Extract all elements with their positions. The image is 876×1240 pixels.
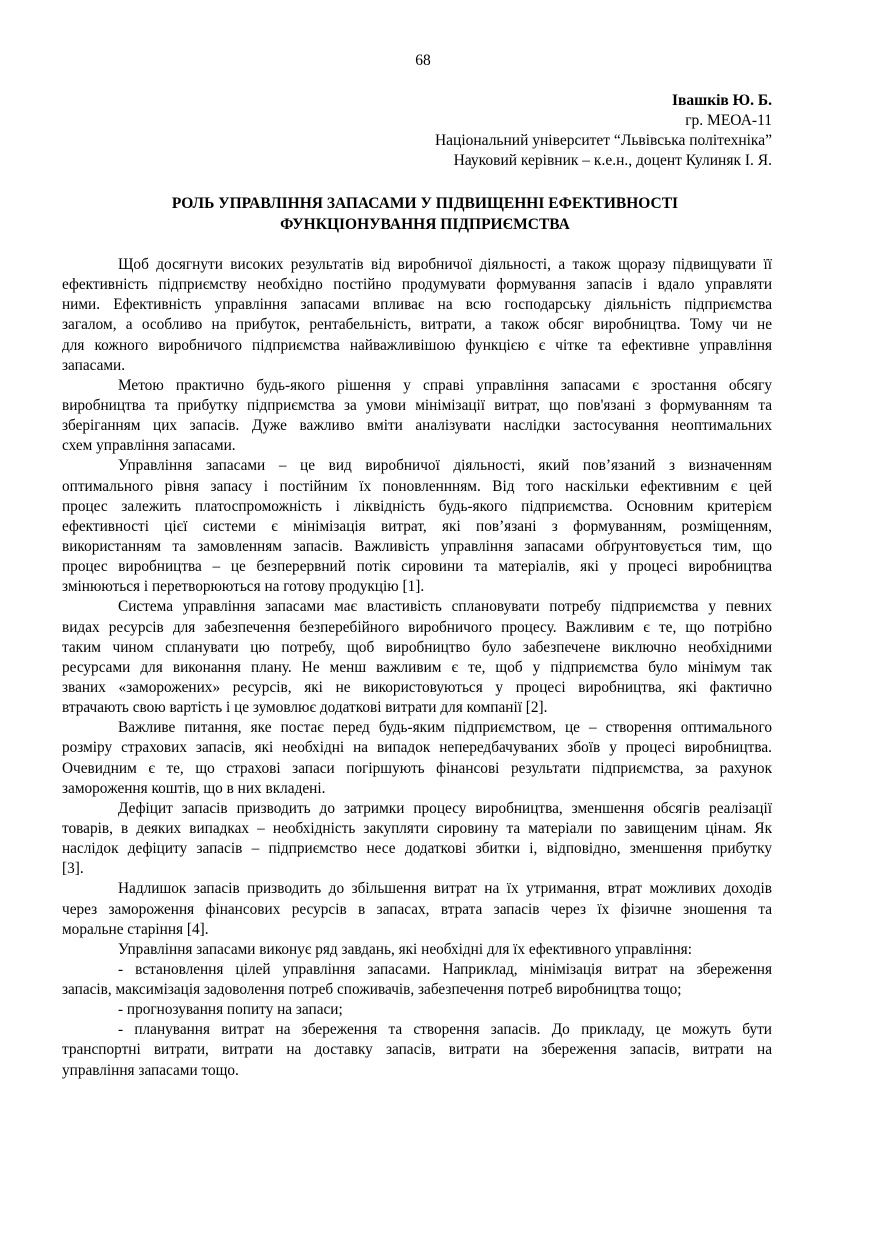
text-line: Система управління запасами має властивість сплановувати потребу підприємства у певних [118,598,772,616]
paragraph [62,255,772,376]
paragraph [62,799,772,880]
text-line: - прогнозування попиту на запаси; [118,1001,343,1019]
text-line: управління запасами тощо. [62,1061,239,1079]
text-line: - встановлення цілей управління запасами. Наприклад, мінімізація витрат на збереження [118,960,772,978]
paragraph [62,879,772,939]
text-line: замороження коштів, що в них вкладені. [62,779,326,797]
text-line: моральне старіння [4]. [62,920,209,938]
text-line: через замороження фінансових ресурсів в запасах, втрата запасів через їх фізичне зношення та [62,900,772,918]
text-line: змінюються і перетворюються на готову продукцію [1]. [62,578,425,596]
text-line: видах ресурсів для забезпечення безперебійного виробничого процесу. Важливим є те, що потрібно [62,618,772,636]
text-line: ресурсами для виконання плану. Не менш важливим є те, щоб у підприємства було мінімум так [62,658,772,676]
paragraph [62,456,772,597]
author-block [435,91,772,171]
title-line: РОЛЬ УПРАВЛІННЯ ЗАПАСАМИ У ПІДВИЩЕННІ ЕФЕКТИВНОСТІ [171,195,679,212]
text-line: Важливе питання, яке постає перед будь-яким підприємством, це – створення оптимального [118,719,772,737]
text-line: використанням та замовленням запасів. Важливість управління запасами обґрунтовується тим, що [62,537,772,555]
text-line: ефективність підприємству необхідно постійно продумувати формування запасів і вдало управляти [62,276,772,294]
paragraph [62,940,772,960]
text-line: ними. Ефективність управління запасами впливає на всю господарську діяльність підприємства [62,296,772,314]
text-line: втрачають свою вартість і це зумовлює додаткові витрати для компанії [2]. [62,699,548,717]
text-line: процес залежить платоспроможність і ліквідність будь-якого підприємства. Основним критерієм [62,497,772,515]
text-line: Управління запасами виконує ряд завдань, які необхідні для їх ефективного управління: [118,940,692,958]
text-line: для кожного виробничого підприємства найважливішою функцією є чітке та ефективне управління [62,336,772,354]
text-line: - планування витрат на збереження та створення запасів. До прикладу, це можуть бути [118,1021,772,1039]
author-university: Національний університет “Львівська політехніка” [434,132,772,149]
author-name: Івашків Ю. Б. [671,92,772,109]
article-title [62,194,788,235]
text-line: запасів, максимізація задоволення потреб споживачів, забезпечення потреб виробництва тощо; [62,981,682,999]
paragraph [62,1020,772,1080]
text-line: Щоб досягнути високих результатів від виробничої діяльності, а також щоразу підвищувати її [118,256,772,273]
paragraph [62,718,772,799]
text-line: товарів, в деяких випадках – необхідність закупляти сировину та матеріали по завищеним цінам. Як [62,819,772,837]
text-line: розміру страхових запасів, які необхідні на випадок непередбачуваних збоїв у процесі виробництва. [62,739,772,757]
page-number: 68 [415,52,431,69]
text-line: процес виробництва – це безперервний потік сировини та матеріалів, які у процесі виробництва [62,558,772,576]
text-line: запасами. [62,356,126,374]
author-group: гр. МЕОА-11 [685,112,772,129]
article-body [62,255,772,1081]
paragraph [62,376,772,457]
paragraph [62,597,772,718]
text-line: Очевидним є те, що страхові запаси погіршують фінансові результати підприємства, за рахунок [62,759,772,777]
text-line: Метою практично будь-якого рішення у справі управління запасами є зростання обсягу [118,376,772,394]
title-line: ФУНКЦІОНУВАННЯ ПІДПРИЄМСТВА [280,215,570,233]
text-line: званих «заморожених» ресурсів, які не використовуються у процесі виробництва, які фактично [62,678,772,696]
paragraph [62,960,772,1000]
text-line: схем управління запасами. [62,437,236,455]
text-line: зберіганням цих запасів. Дуже важливо вміти аналізувати наслідки застосування неоптимальних [62,417,772,435]
text-line: оптимального рівня запасу і постійним їх поновленнням. Від того наскільки ефективним є цей [62,477,772,495]
text-line: Надлишок запасів призводить до збільшення витрат на їх утримання, втрат можливих доходів [118,880,772,898]
text-line: виробництва та прибутку підприємства за умови мінімізації витрат, що пов'язані з формуванням та [62,396,772,414]
text-line: наслідок дефіциту запасів – підприємство несе додаткові збитки і, відповідно, зменшення прибутку [62,840,772,858]
text-line: [3]. [62,860,84,878]
text-line: Дефіцит запасів призводить до затримки процесу виробництва, зменшення обсягів реалізації [118,799,772,817]
text-line: загалом, а особливо на прибуток, рентабельність, витрати, а також обсяг виробництва. Тому чи не [62,316,772,334]
text-line: таким чином спланувати цю потребу, щоб виробництво було забезпечене виключно необхідними [62,638,772,656]
text-line: транспортні витрати, витрати на доставку запасів, витрати на збереження запасів, витрати на [62,1041,772,1059]
author-supervisor: Науковий керівник – к.е.н., доцент Кулиняк І. Я. [453,152,772,169]
text-line: Управління запасами – це вид виробничої діяльності, який пов’язаний з визначенням [118,457,772,475]
text-line: ефективності цієї системи є мінімізація витрат, які пов’язані з формуванням, розміщенням, [62,517,772,535]
paragraph [62,1000,772,1020]
